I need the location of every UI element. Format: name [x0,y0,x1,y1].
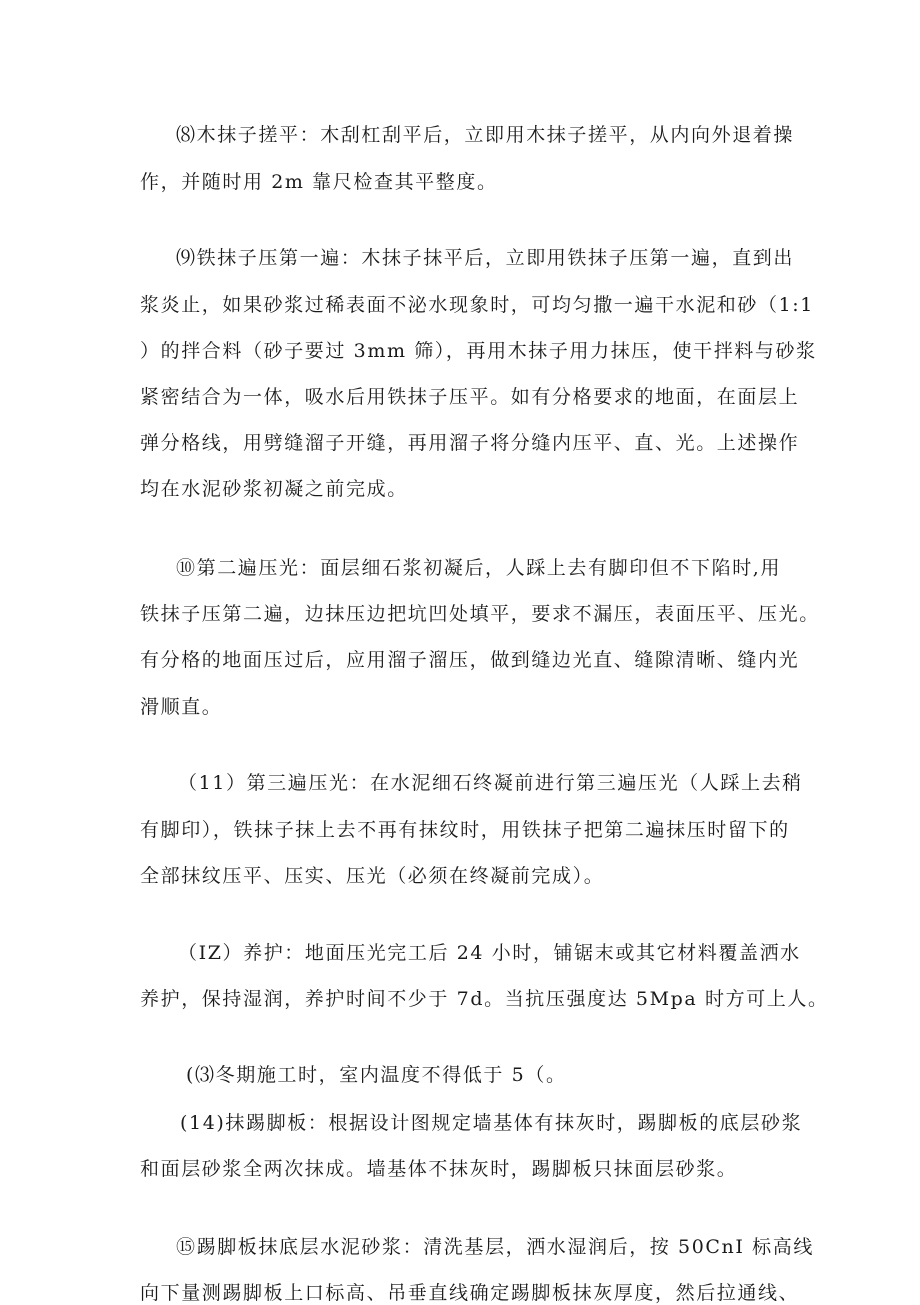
p12-line-2: 养护，保持湿润，养护时间不少于 7d。当抗压强度达 5Mpa 时方可上人。 [140,988,829,1010]
p11-line-2: 有脚印），铁抹子抹上去不再有抹纹时，用铁抹子把第二遍抹压时留下的 [140,819,790,841]
p9-line-5: 弹分格线，用劈缝溜子开缝，再用溜子将分缝内压平、直、光。上述操作 [140,432,800,454]
p9-line-1: ⑼铁抹子压第一遍：木抹子抹平后，立即用铁抹子压第一遍，直到出 [176,247,795,269]
p9-line-6: 均在水泥砂浆初凝之前完成。 [140,478,408,500]
p10-line-2: 铁抹子压第二遍，边抹压边把坑凹处填平，要求不漏压，表面压平、压光。 [140,603,820,625]
p15-line-1: ⑮踢脚板抹底层水泥砂浆：清洗基层，洒水湿润后，按 50CnI 标高线 [176,1236,814,1258]
p9-line-2: 浆炎止，如果砂浆过稀表面不泌水现象时，可均匀撒一遍干水泥和砂（1:1 [140,294,814,316]
p10-line-4: 滑顺直。 [140,696,223,718]
p8-line-2: 作，并随时用 2m 靠尺检查其平整度。 [140,171,498,193]
p15-line-2: 向下量测踢脚板上口标高、吊垂直线确定踢脚板抹灰厚度，然后拉通线、 [140,1282,800,1304]
p14-line-2: 和面层砂浆全两次抹成。墙基体不抹灰时，踢脚板只抹面层砂浆。 [140,1158,738,1180]
p13-line-1: (⑶冬期施工时，室内温度不得低于 5（。 [186,1064,567,1086]
p9-line-3: ）的拌合料（砂子要过 3mm 筛），再用木抹子用力抹压，使干拌料与砂浆 [140,340,817,362]
p8-line-1: ⑻木抹子搓平：木刮杠刮平后，立即用木抹子搓平，从内向外退着操 [176,124,795,146]
p11-line-3: 全部抹纹压平、压实、压光（必须在终凝前完成）。 [140,865,605,887]
p9-line-4: 紧密结合为一体，吸水后用铁抹子压平。如有分格要求的地面，在面层上 [140,386,800,408]
p10-line-3: 有分格的地面压过后，应用溜子溜压，做到缝边光直、缝隙清晰、缝内光 [140,649,800,671]
p14-line-1: (14)抹踢脚板：根据设计图规定墙基体有抹灰时，踢脚板的底层砂浆 [180,1112,803,1134]
p11-line-1: （11）第三遍压光：在水泥细石终凝前进行第三遍压光（人踩上去稍 [178,772,803,794]
p12-line-1: （IZ）养护：地面压光完工后 24 小时，铺锯末或其它材料覆盖洒水 [178,942,801,964]
p10-line-1: ⑩第二遍压光：面层细石浆初凝后，人踩上去有脚印但不下陷时,用 [176,557,782,579]
